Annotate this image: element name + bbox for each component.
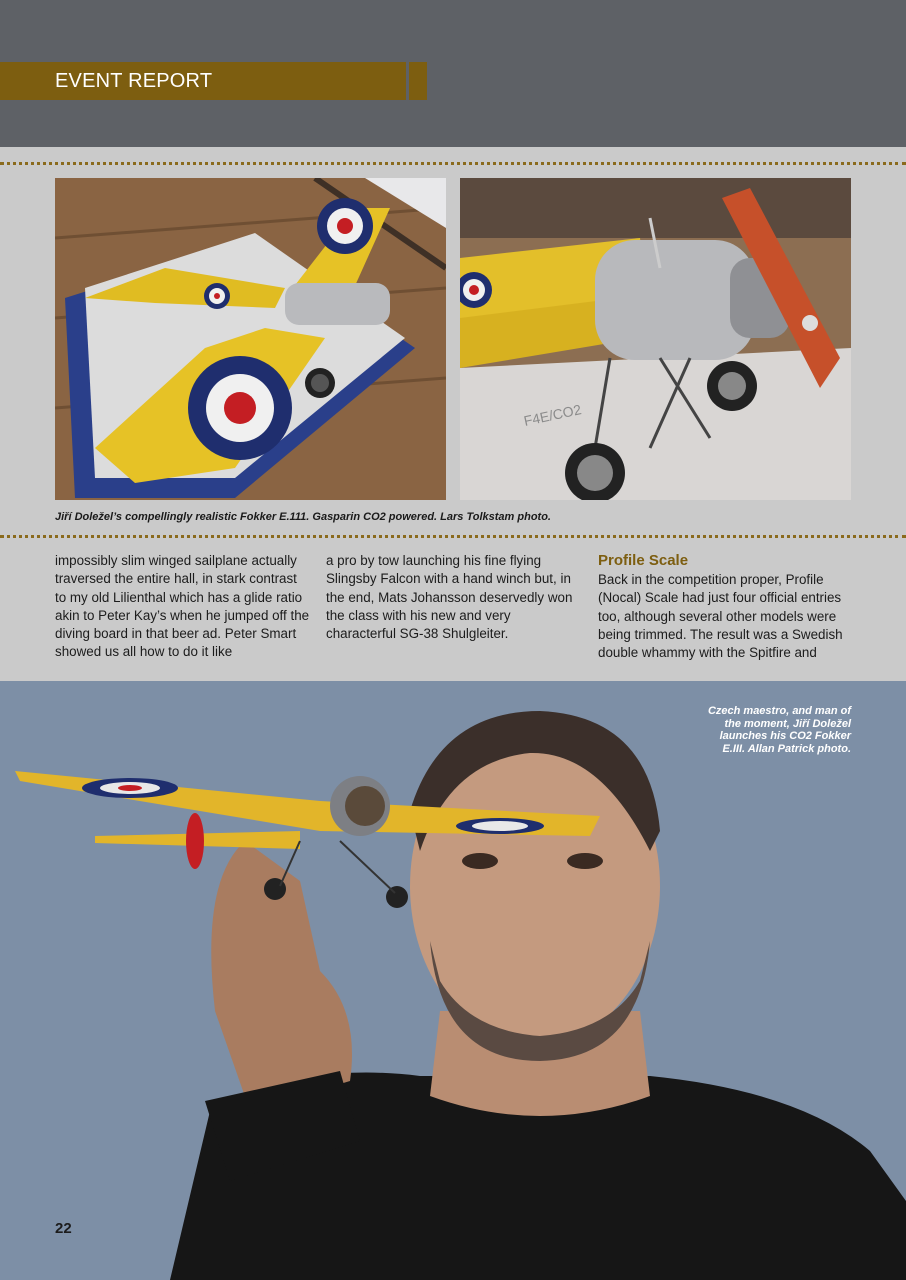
article-column-1 — [55, 552, 310, 662]
model-board-label: F4E/CO2 — [522, 401, 583, 429]
photo-fokker-closeup — [460, 178, 851, 500]
photo-fokker-table — [55, 178, 446, 500]
article-column-2 — [326, 552, 581, 643]
section-label: EVENT REPORT — [55, 70, 213, 92]
article-text-3: Back in the competition proper, Profile (Nocal) Scale had just four official entries too, although several other models were being trimmed. The result was a Swedish double whammy with the Spitfire and — [598, 572, 843, 661]
dotted-divider-middle — [0, 535, 906, 538]
photo-caption-bottom: Czech maestro, and man of the moment, Jiří Doležel launches his CO2 Fokker E.III. Allan Patrick photo. — [707, 705, 851, 755]
article-text-2: a pro by tow launching his fine flying Slingsby Falcon with a hand winch but, in the end, Mats Johansson deservedly won the class with his new and very characterful SG-38 Shulgleiter. — [326, 553, 573, 642]
article-text-1: impossibly slim winged sailplane actually traversed the entire hall, in stark contrast to my old Lilienthal which has a glide ratio akin to Peter Kay’s when he jumped off the diving board in that beer ad. Peter Smart showed us all how to do it like — [55, 553, 310, 660]
photo-launch — [0, 681, 906, 1280]
article-column-3 — [598, 552, 853, 662]
subheading-profile-scale: Profile Scale — [598, 552, 689, 569]
page-number: 22 — [55, 1220, 72, 1237]
photo-caption-top: Jiří Doležel’s compellingly realistic Fokker E.111. Gasparin CO2 powered. Lars Tolkstam photo. — [55, 511, 551, 523]
dotted-divider-top — [0, 162, 906, 165]
section-banner-tab — [409, 62, 427, 100]
